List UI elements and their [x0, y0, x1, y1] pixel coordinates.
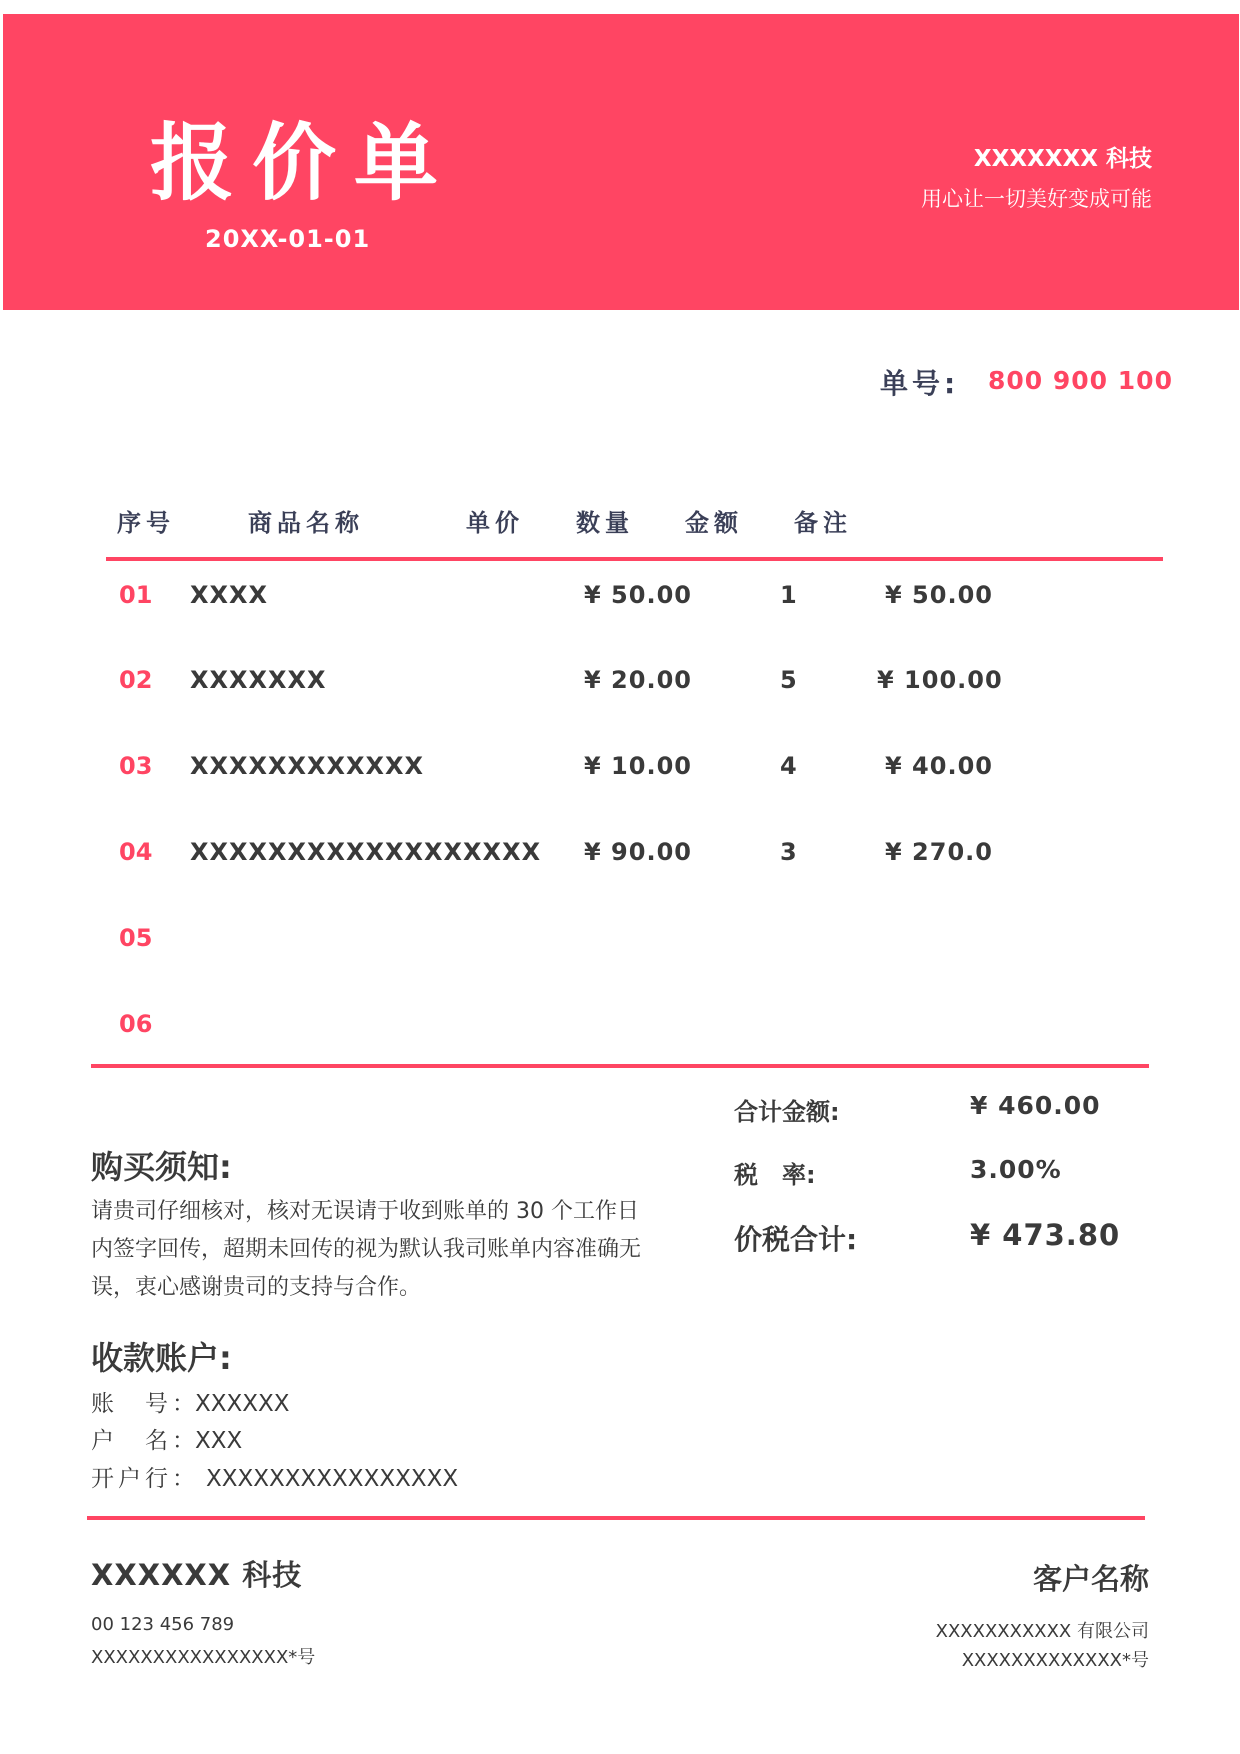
row-amount: ¥ 270.0 [885, 838, 993, 866]
account-bank-label: 开户行： [91, 1466, 199, 1492]
customer-name-title: 客户名称 [1032, 1562, 1149, 1596]
row-index: 03 [119, 752, 153, 780]
customer-company: XXXXXXXXXXX 有限公司 [935, 1621, 1149, 1642]
subtotal-value: ¥ 460.00 [970, 1091, 1101, 1120]
footer-company-name: XXXXXX 科技 [91, 1558, 303, 1592]
footer-divider [87, 1516, 1145, 1520]
row-amount: ¥ 100.00 [877, 666, 1003, 694]
row-unit-price: ¥ 20.00 [584, 666, 692, 694]
grand-total-label: 价税合计: [734, 1223, 858, 1256]
row-quantity: 3 [780, 838, 798, 866]
account-bank-value: XXXXXXXXXXXXXXXX [206, 1466, 459, 1492]
grand-total-value: ¥ 473.80 [970, 1218, 1121, 1252]
row-amount: ¥ 40.00 [885, 752, 993, 780]
account-number-value: XXXXXX [195, 1391, 290, 1417]
row-index: 04 [119, 838, 153, 866]
order-number-label: 单号: [880, 367, 960, 400]
purchase-notice-title: 购买须知: [91, 1148, 232, 1186]
account-number-row [91, 1385, 290, 1418]
row-unit-price: ¥ 10.00 [584, 752, 692, 780]
footer-phone: 00 123 456 789 [91, 1614, 235, 1635]
column-header-product: 商品名称 [248, 509, 364, 537]
row-product-name: XXXX [190, 581, 269, 609]
row-unit-price: ¥ 50.00 [584, 581, 692, 609]
account-number-label: 账 号： [91, 1391, 199, 1417]
row-index: 06 [119, 1010, 153, 1038]
row-index: 02 [119, 666, 153, 694]
order-number-value: 800 900 100 [988, 366, 1173, 395]
tax-rate-label: 税 率: [734, 1161, 816, 1189]
customer-address: XXXXXXXXXXXXX*号 [961, 1650, 1149, 1671]
table-bottom-divider [91, 1064, 1149, 1068]
row-quantity: 1 [780, 581, 798, 609]
account-bank-row [91, 1460, 458, 1493]
row-product-name: XXXXXXX [190, 666, 327, 694]
column-header-unit-price: 单价 [466, 509, 524, 537]
column-header-index: 序号 [117, 509, 175, 537]
document-title: 报价单 [150, 114, 457, 212]
tax-rate-value: 3.00% [970, 1155, 1062, 1184]
row-quantity: 5 [780, 666, 798, 694]
column-header-note: 备注 [794, 509, 852, 537]
purchase-notice-text: 请贵司仔细核对，核对无误请于收到账单的 30 个工作日内签字回传，超期未回传的视为默认我司账单内容准确无误，衷心感谢贵司的支持与合作。 [91, 1199, 642, 1300]
row-index: 05 [119, 924, 153, 952]
brand-name: XXXXXXX 科技 [973, 146, 1152, 172]
table-header-divider [106, 557, 1163, 561]
brand-slogan: 用心让一切美好变成可能 [921, 187, 1152, 211]
footer-address: XXXXXXXXXXXXXXXX*号 [91, 1647, 316, 1668]
account-name-value: XXX [195, 1428, 243, 1454]
row-index: 01 [119, 581, 153, 609]
account-name-label: 户 名： [91, 1428, 199, 1454]
row-unit-price: ¥ 90.00 [584, 838, 692, 866]
row-product-name: XXXXXXXXXXXXXXXXXX [190, 838, 542, 866]
row-amount: ¥ 50.00 [885, 581, 993, 609]
account-name-row [91, 1422, 242, 1455]
payment-account-title: 收款账户: [91, 1339, 232, 1377]
column-header-amount: 金额 [685, 509, 743, 537]
column-header-quantity: 数量 [576, 509, 634, 537]
document-date: 20XX-01-01 [205, 225, 371, 253]
subtotal-label: 合计金额: [734, 1098, 840, 1126]
row-product-name: XXXXXXXXXXXX [190, 752, 425, 780]
row-quantity: 4 [780, 752, 798, 780]
